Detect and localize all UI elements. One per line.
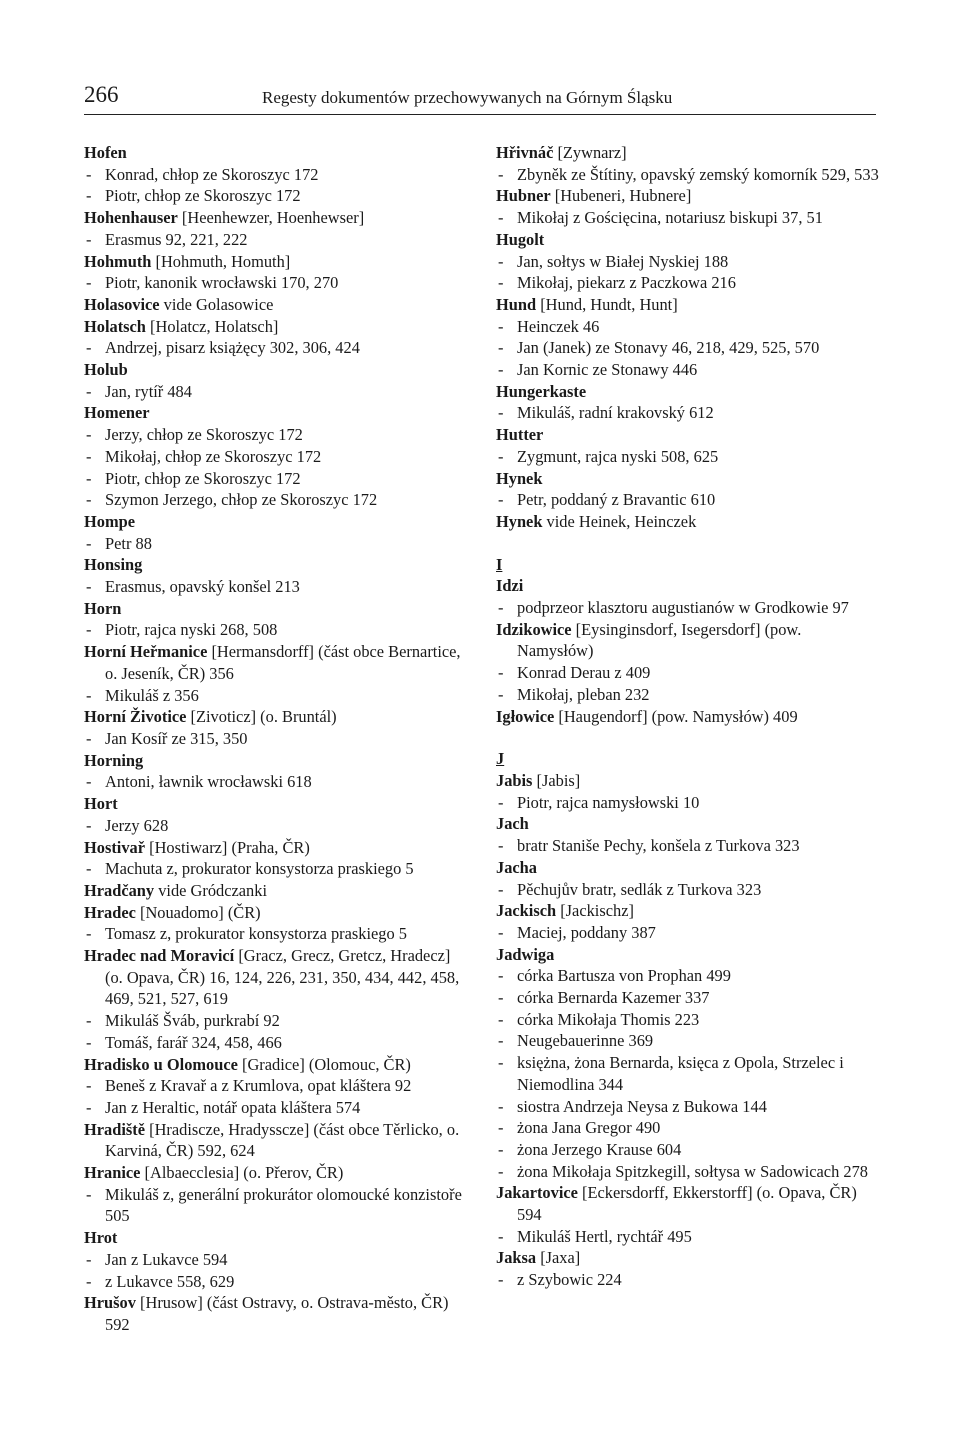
subentry-dash: - — [86, 490, 92, 510]
index-subentry — [84, 1032, 466, 1054]
index-entry — [84, 706, 466, 728]
index-entry — [496, 229, 880, 251]
index-entry — [84, 1119, 466, 1162]
subentry-dash: - — [498, 1139, 504, 1159]
index-subentry — [84, 1184, 466, 1227]
index-subentry — [496, 402, 880, 424]
index-entry — [84, 316, 466, 338]
subentry-text: Jerzy 628 — [105, 815, 169, 835]
entry-details: [Hohmuth, Homuth] — [151, 251, 291, 271]
subentry-text: Zbyněk ze Štítiny, opavský zemský komorník 529, 533 — [517, 164, 879, 184]
entry-details: [Hrusow] (část Ostravy, o. Ostrava-město, ČR) 592 — [105, 1293, 449, 1334]
entry-headword: Holub — [84, 360, 128, 380]
subentry-dash: - — [86, 924, 92, 944]
entry-details: [Hradiscze, Hradysscze] (část obce Těrlicko, o. Karviná, ČR) 592, 624 — [105, 1119, 460, 1161]
subentry-dash: - — [86, 446, 92, 466]
subentry-text: Beneš z Kravař a z Krumlova, opat kláštera 92 — [105, 1076, 412, 1096]
subentry-dash: - — [86, 164, 92, 184]
index-subentry — [496, 1030, 880, 1052]
subentry-text: Pěchujův bratr, sedlák z Turkova 323 — [517, 879, 762, 899]
subentry-text: Andrzej, pisarz książęcy 302, 306, 424 — [105, 338, 360, 358]
index-subentry — [84, 272, 466, 294]
subentry-text: bratr Staniše Pechy, konšela z Turkova 323 — [517, 836, 800, 856]
entry-details: [Albaecclesia] (o. Přerov, ČR) — [140, 1163, 344, 1183]
index-entry — [496, 1247, 880, 1269]
subentry-dash: - — [86, 772, 92, 792]
index-subentry — [496, 684, 880, 706]
subentry-text: Tomasz z, prokurator konsystorza praskiego 5 — [105, 924, 407, 944]
index-subentry — [84, 815, 466, 837]
subentry-text: Konrad Derau z 409 — [517, 663, 651, 683]
index-entry — [496, 706, 880, 728]
index-subentry — [496, 835, 880, 857]
subentry-dash: - — [86, 1076, 92, 1096]
entry-headword: Idzikowice — [496, 619, 572, 639]
entry-details: [Hubeneri, Hubnere] — [550, 186, 692, 206]
entry-headword: Hynek — [496, 511, 543, 531]
subentry-dash: - — [86, 338, 92, 358]
section-letter: J — [496, 749, 505, 769]
index-subentry — [84, 533, 466, 555]
subentry-text: Piotr, kanonik wrocławski 170, 270 — [105, 273, 339, 293]
subentry-text: księżna, żona Bernarda, księca z Opola, Strzelec i Niemodlina 344 — [517, 1053, 844, 1094]
index-entry — [84, 837, 466, 859]
running-title: Regesty dokumentów przechowywanych na Górnym Śląsku — [262, 88, 673, 107]
subentry-dash: - — [498, 598, 504, 618]
subentry-dash: - — [498, 164, 504, 184]
index-entry — [496, 857, 880, 879]
subentry-text: Mikuláš Šváb, purkrabí 92 — [105, 1011, 280, 1031]
subentry-dash: - — [498, 836, 504, 856]
subentry-dash: - — [498, 1161, 504, 1181]
subentry-text: Maciej, poddany 387 — [517, 922, 656, 942]
index-subentry — [496, 316, 880, 338]
index-entry — [84, 598, 466, 620]
entry-headword: Hutter — [496, 425, 544, 445]
entry-headword: Hradec nad Moravicí — [84, 946, 235, 966]
index-entry — [84, 902, 466, 924]
subentry-text: Mikołaj, pleban 232 — [517, 684, 650, 704]
entry-details: [Gradice] (Olomouc, ČR) — [237, 1054, 411, 1074]
index-entry — [496, 511, 880, 533]
index-subentry — [84, 1075, 466, 1097]
index-entry — [496, 575, 880, 597]
index-subentry — [496, 1161, 880, 1183]
subentry-text: z Szybowic 224 — [517, 1270, 622, 1290]
entry-headword: Horní Heřmanice — [84, 642, 208, 662]
subentry-text: żona Mikołaja Spitzkegill, sołtysa w Sadowicach 278 — [517, 1161, 868, 1181]
subentry-text: Tomáš, farář 324, 458, 466 — [105, 1032, 282, 1052]
index-column-right — [496, 142, 880, 1291]
index-subentry — [84, 468, 466, 490]
entry-details: [Heenhewzer, Hoenhewser] — [177, 208, 365, 228]
index-subentry — [496, 1096, 880, 1118]
subentry-dash: - — [86, 533, 92, 553]
subentry-dash: - — [86, 186, 92, 206]
entry-headword: Jackisch — [496, 901, 557, 921]
subentry-text: Erasmus, opavský konšel 213 — [105, 577, 300, 597]
subentry-dash: - — [498, 1270, 504, 1290]
subentry-text: Jan, rytíř 484 — [105, 381, 192, 401]
index-subentry — [84, 1010, 466, 1032]
entry-details: [Hermansdorff] (část obce Bernartice, o. Jeseník, ČR) 356 — [105, 642, 461, 683]
index-entry — [496, 944, 880, 966]
subentry-dash: - — [86, 425, 92, 445]
index-subentry — [496, 1139, 880, 1161]
entry-headword: Hradisko u Olomouce — [84, 1054, 238, 1074]
index-subentry — [84, 489, 466, 511]
subentry-dash: - — [498, 792, 504, 812]
subentry-dash: - — [498, 922, 504, 942]
index-subentry — [496, 987, 880, 1009]
index-entry — [84, 1054, 466, 1076]
entry-headword: Jach — [496, 814, 529, 834]
index-entry — [84, 1292, 466, 1335]
index-entry — [496, 185, 880, 207]
subentry-dash: - — [498, 273, 504, 293]
subentry-dash: - — [86, 1271, 92, 1291]
entry-headword: Hugolt — [496, 229, 545, 249]
subentry-dash: - — [498, 251, 504, 271]
index-entry — [496, 770, 880, 792]
entry-headword: Homener — [84, 403, 150, 423]
index-entry — [496, 900, 880, 922]
subentry-dash: - — [498, 1031, 504, 1051]
subentry-text: Jan, sołtys w Białej Nyskiej 188 — [517, 251, 729, 271]
entry-headword: Idzi — [496, 576, 524, 596]
section-letter: I — [496, 554, 503, 574]
entry-headword: Hranice — [84, 1163, 141, 1183]
entry-headword: Hofen — [84, 143, 127, 162]
subentry-text: Piotr, rajca nyski 268, 508 — [105, 620, 278, 640]
subentry-text: Piotr, chłop ze Skoroszyc 172 — [105, 186, 301, 206]
index-entry — [84, 641, 466, 684]
subentry-text: Mikołaj, chłop ze Skoroszyc 172 — [105, 446, 322, 466]
subentry-text: Piotr, rajca namysłowski 10 — [517, 792, 700, 812]
subentry-dash: - — [498, 879, 504, 899]
subentry-dash: - — [86, 1184, 92, 1204]
subentry-text: Jan z Heraltic, notář opata kláštera 574 — [105, 1097, 361, 1117]
index-entry — [496, 813, 880, 835]
index-subentry — [496, 1117, 880, 1139]
index-subentry — [496, 792, 880, 814]
entry-details: vide Golasowice — [159, 294, 274, 314]
entry-headword: Horní Životice — [84, 707, 187, 727]
index-entry — [84, 359, 466, 381]
entry-details: [Eckersdorff, Ekkerstorff] (o. Opava, ČR) 594 — [517, 1183, 857, 1225]
index-subentry — [84, 229, 466, 251]
subentry-text: Mikuláš z 356 — [105, 685, 199, 705]
index-subentry — [84, 771, 466, 793]
subentry-dash: - — [498, 490, 504, 510]
entry-details: [Jaxa] — [536, 1248, 581, 1268]
entry-headword: Hradec — [84, 902, 136, 922]
subentry-dash: - — [498, 684, 504, 704]
subentry-text: Erasmus 92, 221, 222 — [105, 229, 248, 249]
index-subentry — [496, 1269, 880, 1291]
subentry-text: Zygmunt, rajca nyski 508, 625 — [517, 446, 719, 466]
index-subentry — [496, 662, 880, 684]
index-subentry — [496, 164, 880, 186]
entry-details: [Jackischz] — [556, 901, 634, 921]
index-entry — [84, 945, 466, 1010]
entry-headword: Horn — [84, 598, 122, 618]
index-subentry — [496, 489, 880, 511]
index-subentry — [84, 381, 466, 403]
entry-headword: Jabis — [496, 770, 533, 790]
subentry-text: Petr, poddaný z Bravantic 610 — [517, 490, 716, 510]
entry-headword: Hradiště — [84, 1119, 146, 1139]
subentry-dash: - — [86, 1097, 92, 1117]
subentry-text: Heinczek 46 — [517, 316, 600, 336]
index-entry — [84, 1162, 466, 1184]
section-spacer — [496, 533, 880, 554]
subentry-dash: - — [86, 1011, 92, 1031]
subentry-text: Jan Kosíř ze 315, 350 — [105, 728, 248, 748]
entry-headword: Horning — [84, 750, 144, 770]
subentry-dash: - — [86, 1249, 92, 1269]
entry-headword: Hostivař — [84, 837, 146, 857]
index-entry — [84, 1227, 466, 1249]
index-entry — [496, 294, 880, 316]
index-subentry — [84, 685, 466, 707]
index-subentry — [84, 1249, 466, 1271]
index-subentry — [496, 965, 880, 987]
entry-headword: Hund — [496, 294, 537, 314]
index-entry — [84, 750, 466, 772]
index-entry — [84, 793, 466, 815]
entry-details: [Zivoticz] (o. Bruntál) — [186, 707, 337, 727]
subentry-text: córka Bernarda Kazemer 337 — [517, 988, 710, 1008]
index-subentry — [496, 1226, 880, 1248]
subentry-dash: - — [86, 859, 92, 879]
subentry-dash: - — [86, 381, 92, 401]
subentry-text: podprzeor klasztoru augustianów w Grodkowie 97 — [517, 598, 849, 618]
entry-details: [Gracz, Grecz, Gretcz, Hradecz] (o. Opava, ČR) 16, 124, 226, 231, 350, 434, 442, 458, 469, 521, 527, 619 — [105, 946, 460, 1009]
subentry-dash: - — [86, 685, 92, 705]
index-subentry — [496, 337, 880, 359]
entry-details: [Eysinginsdorf, Isegersdorf] (pow. Namysłów) — [517, 619, 802, 661]
entry-headword: Hubner — [496, 186, 551, 206]
index-subentry — [496, 922, 880, 944]
entry-headword: Hradčany — [84, 880, 155, 900]
subentry-dash: - — [86, 1032, 92, 1052]
entry-details: vide Heinek, Heinczek — [542, 511, 697, 531]
entry-headword: Hohmuth — [84, 251, 152, 271]
subentry-dash: - — [498, 338, 504, 358]
index-subentry — [496, 1009, 880, 1031]
index-subentry — [84, 446, 466, 468]
page-header — [84, 80, 876, 114]
entry-details: [Hostiwarz] (Praha, ČR) — [145, 837, 310, 857]
index-subentry — [84, 619, 466, 641]
index-entry — [84, 554, 466, 576]
entry-details: [Nouadomo] (ČR) — [135, 902, 261, 922]
subentry-dash: - — [86, 577, 92, 597]
entry-headword: Hrot — [84, 1228, 118, 1248]
index-subentry — [84, 424, 466, 446]
entry-headword: Honsing — [84, 555, 143, 575]
entry-headword: Jacha — [496, 857, 537, 877]
subentry-dash: - — [498, 446, 504, 466]
subentry-text: Mikołaj, piekarz z Paczkowa 216 — [517, 273, 736, 293]
index-subentry — [84, 337, 466, 359]
subentry-dash: - — [498, 360, 504, 380]
subentry-text: Mikuláš z, generální prokurátor olomoucké konzistoře 505 — [105, 1184, 462, 1226]
index-subentry — [84, 1271, 466, 1293]
entry-headword: Igłowice — [496, 706, 555, 726]
subentry-text: Mikuláš Hertl, rychtář 495 — [517, 1226, 692, 1246]
subentry-text: córka Mikołaja Thomis 223 — [517, 1009, 700, 1029]
entry-details: [Zywnarz] — [553, 143, 627, 162]
subentry-text: Szymon Jerzego, chłop ze Skoroszyc 172 — [105, 490, 378, 510]
index-entry — [84, 511, 466, 533]
subentry-dash: - — [86, 273, 92, 293]
index-entry — [84, 207, 466, 229]
subentry-dash: - — [498, 1118, 504, 1138]
header-rule — [84, 114, 876, 115]
index-entry — [84, 402, 466, 424]
entry-headword: Holatsch — [84, 316, 146, 336]
index-subentry — [84, 728, 466, 750]
entry-details: [Jabis] — [532, 770, 581, 790]
index-entry — [496, 619, 880, 662]
index-entry — [84, 880, 466, 902]
subentry-text: siostra Andrzeja Neysa z Bukowa 144 — [517, 1096, 767, 1116]
subentry-text: z Lukavce 558, 629 — [105, 1271, 235, 1291]
index-entry — [84, 142, 466, 164]
entry-headword: Hynek — [496, 468, 543, 488]
index-subentry — [84, 1097, 466, 1119]
index-subentry — [496, 446, 880, 468]
subentry-dash: - — [498, 988, 504, 1008]
index-subentry — [496, 1052, 880, 1095]
subentry-dash: - — [86, 815, 92, 835]
subentry-dash: - — [498, 966, 504, 986]
subentry-dash: - — [86, 229, 92, 249]
subentry-dash: - — [86, 620, 92, 640]
subentry-text: Jan (Janek) ze Stonavy 46, 218, 429, 525, 570 — [517, 338, 820, 358]
entry-details: [Holatcz, Holatsch] — [145, 316, 279, 336]
index-subentry — [496, 207, 880, 229]
subentry-text: Mikuláš, radní krakovský 612 — [517, 403, 714, 423]
subentry-text: Machuta z, prokurator konsystorza praskiego 5 — [105, 859, 414, 879]
subentry-dash: - — [86, 728, 92, 748]
index-entry — [496, 142, 880, 164]
index-subentry — [84, 164, 466, 186]
entry-headword: Holasovice — [84, 294, 160, 314]
subentry-dash: - — [498, 208, 504, 228]
entry-headword: Hrušov — [84, 1293, 136, 1313]
entry-headword: Jaksa — [496, 1248, 537, 1268]
subentry-text: Jan z Lukavce 594 — [105, 1249, 228, 1269]
subentry-text: Piotr, chłop ze Skoroszyc 172 — [105, 468, 301, 488]
index-subentry — [496, 272, 880, 294]
subentry-dash: - — [498, 663, 504, 683]
index-subentry — [496, 251, 880, 273]
subentry-dash: - — [498, 1053, 504, 1073]
index-column-left — [84, 142, 466, 1336]
index-subentry — [84, 185, 466, 207]
subentry-text: żona Jerzego Krause 604 — [517, 1139, 682, 1159]
index-subentry — [496, 879, 880, 901]
index-subentry — [84, 858, 466, 880]
index-entry — [84, 294, 466, 316]
entry-headword: Hohenhauser — [84, 208, 178, 228]
entry-headword: Hřivnáč — [496, 143, 554, 162]
index-entry — [496, 381, 880, 403]
subentry-dash: - — [498, 1226, 504, 1246]
subentry-dash: - — [86, 468, 92, 488]
index-subentry — [496, 359, 880, 381]
entry-headword: Hompe — [84, 511, 135, 531]
subentry-text: Petr 88 — [105, 533, 152, 553]
subentry-text: Neugebauerinne 369 — [517, 1031, 654, 1051]
section-spacer — [496, 727, 880, 748]
entry-headword: Hungerkaste — [496, 381, 587, 401]
entry-details: [Haugendorf] (pow. Namysłów) 409 — [554, 706, 798, 726]
subentry-dash: - — [498, 316, 504, 336]
entry-details: [Hund, Hundt, Hunt] — [536, 294, 678, 314]
entry-headword: Jakartovice — [496, 1183, 578, 1203]
index-subentry — [84, 576, 466, 598]
index-subentry — [496, 597, 880, 619]
subentry-dash: - — [498, 1009, 504, 1029]
index-entry — [496, 1182, 880, 1225]
subentry-text: żona Jana Gregor 490 — [517, 1118, 661, 1138]
subentry-dash: - — [498, 1096, 504, 1116]
entry-headword: Hort — [84, 794, 118, 814]
subentry-dash: - — [498, 403, 504, 423]
subentry-text: Konrad, chłop ze Skoroszyc 172 — [105, 164, 319, 184]
index-entry — [496, 468, 880, 490]
index-entry — [84, 251, 466, 273]
index-subentry — [84, 923, 466, 945]
index-entry — [496, 424, 880, 446]
subentry-text: córka Bartusza von Prophan 499 — [517, 966, 731, 986]
subentry-text: Jerzy, chłop ze Skoroszyc 172 — [105, 425, 303, 445]
subentry-text: Jan Kornic ze Stonawy 446 — [517, 360, 698, 380]
entry-details: vide Gródczanki — [154, 880, 267, 900]
subentry-text: Mikołaj z Gościęcina, notariusz biskupi 37, 51 — [517, 208, 823, 228]
page-number: 266 — [84, 82, 119, 107]
subentry-text: Antoni, ławnik wrocławski 618 — [105, 772, 312, 792]
entry-headword: Jadwiga — [496, 944, 555, 964]
